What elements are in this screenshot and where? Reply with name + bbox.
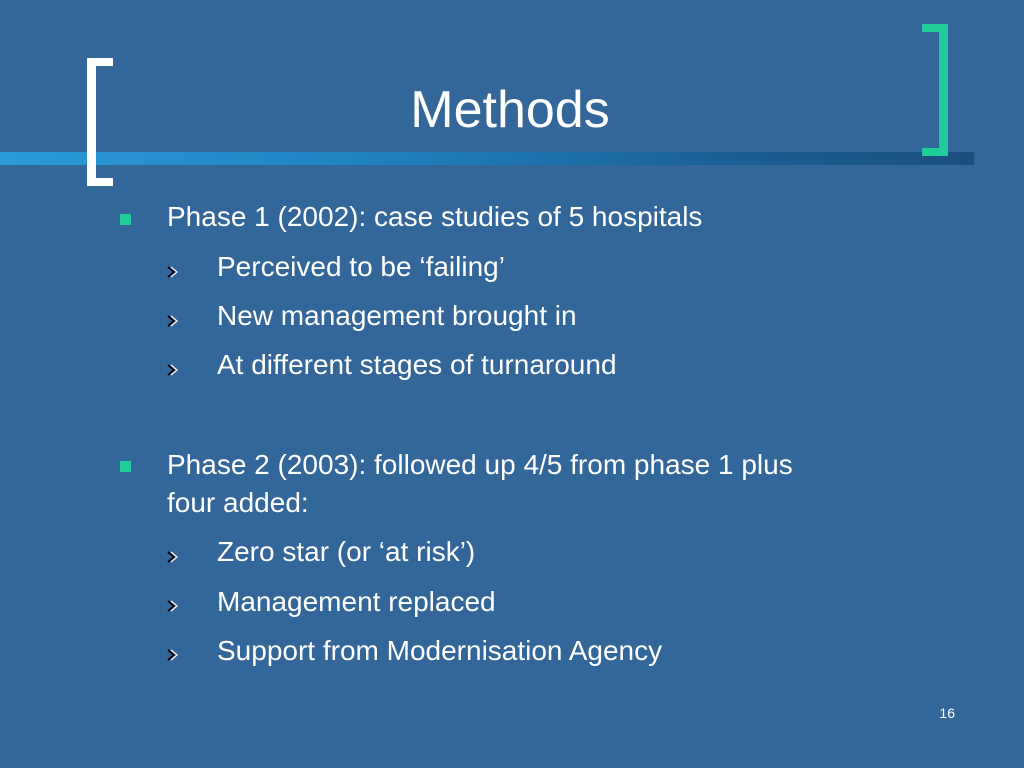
arrow-bullet-icon bbox=[165, 314, 179, 328]
slide-title: Methods bbox=[410, 81, 610, 139]
bullet-phase-2-line-2: four added: bbox=[167, 487, 309, 518]
square-bullet-icon bbox=[120, 461, 131, 472]
bullet-phase-1: Phase 1 (2002): case studies of 5 hospitals bbox=[167, 201, 703, 232]
sub-bullet-item: New management brought in bbox=[217, 300, 577, 331]
bullet-phase-2-line-1: Phase 2 (2003): followed up 4/5 from phase 1 plus bbox=[167, 449, 793, 480]
sub-bullet-item: Perceived to be ‘failing’ bbox=[217, 251, 505, 282]
square-bullet-icon bbox=[120, 214, 131, 225]
sub-bullet-item: Management replaced bbox=[217, 586, 496, 617]
arrow-bullet-icon bbox=[165, 599, 179, 613]
page-number: 16 bbox=[939, 705, 955, 721]
arrow-bullet-icon bbox=[165, 265, 179, 279]
arrow-bullet-icon bbox=[165, 648, 179, 662]
arrow-bullet-icon bbox=[165, 550, 179, 564]
sub-bullet-item: Zero star (or ‘at risk’) bbox=[217, 536, 476, 567]
arrow-bullet-icon bbox=[165, 363, 179, 377]
sub-bullet-item: At different stages of turnaround bbox=[217, 349, 617, 380]
sub-bullet-item: Support from Modernisation Agency bbox=[217, 635, 663, 666]
